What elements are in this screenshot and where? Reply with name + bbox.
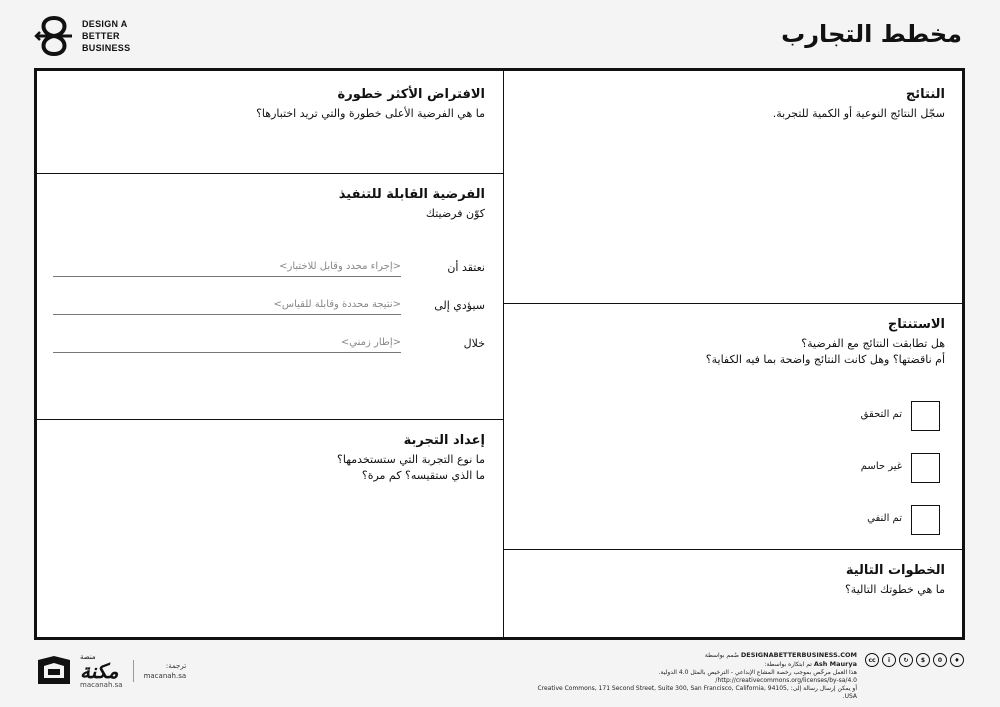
page-title: مخطط التجارب bbox=[781, 20, 962, 48]
riskiest-assumption-question: ما هي الفرضية الأعلى خطورة والتي تريد اختبارها؟ bbox=[256, 107, 485, 120]
hypothesis-input-action[interactable] bbox=[53, 259, 401, 277]
checkbox-inconclusive[interactable] bbox=[911, 453, 940, 483]
logo-line-1: DESIGN A bbox=[82, 19, 128, 29]
conclusion-title: الاستنتاج bbox=[887, 317, 945, 332]
cc-badges bbox=[865, 653, 964, 667]
next-steps-question: ما هي خطوتك التالية؟ bbox=[844, 583, 945, 596]
logo-text bbox=[82, 18, 130, 54]
hypothesis-row-label: سيؤدي إلى bbox=[434, 299, 485, 312]
hypothesis-title: الفرضية القابلة للتنفيذ bbox=[338, 187, 485, 202]
divider-left-1 bbox=[37, 173, 503, 174]
cc-icon: cc bbox=[865, 653, 879, 667]
hypothesis-row-label: نعتقد أن bbox=[447, 261, 485, 274]
hypothesis-placeholder: <إجراء محدد وقابل للاختبار> bbox=[279, 261, 401, 272]
hypothesis-subtitle: كوّن فرضيتك bbox=[425, 207, 485, 220]
option-inconclusive-label: غير حاسم bbox=[860, 461, 902, 472]
results-title: النتائج bbox=[905, 87, 945, 102]
creator-label: تم ابتكاره بواسطة: bbox=[764, 661, 812, 668]
dabb-logo-icon bbox=[34, 14, 74, 58]
experiment-canvas bbox=[34, 68, 965, 640]
conclusion-line-1: هل تطابقت النتائج مع الفرضية؟ bbox=[801, 337, 945, 350]
footer-translator bbox=[34, 653, 186, 689]
license-line-1: هذا العمل مرخّص بموجب رخصة المشاع الإبداعي - الترخيص بالمثل 4.0 الدولية. http://creativecommons.org/licenses/by-sa/4.0/ bbox=[658, 669, 857, 684]
sa-icon: ↻ bbox=[899, 653, 913, 667]
designed-by-label: صُمم بواسطة bbox=[704, 652, 739, 659]
license-text bbox=[537, 651, 857, 701]
next-steps-title: الخطوات التالية bbox=[845, 563, 945, 578]
translation-by[interactable]: macanah.sa bbox=[143, 672, 187, 680]
hypothesis-input-timeframe[interactable] bbox=[53, 335, 401, 353]
experiment-setup-line-1: ما نوع التجربة التي ستستخدمها؟ bbox=[337, 453, 485, 466]
macanah-mark-icon bbox=[34, 654, 74, 688]
option-invalidated[interactable] bbox=[828, 505, 940, 535]
logo-line-3: BUSINESS bbox=[82, 43, 131, 53]
logo-line-2: BETTER bbox=[82, 31, 120, 41]
footer-license bbox=[537, 651, 964, 701]
by-icon: i bbox=[882, 653, 896, 667]
dabb-logo bbox=[34, 14, 130, 58]
checkbox-invalidated[interactable] bbox=[911, 505, 940, 535]
creator-name: Ash Maurya bbox=[813, 660, 857, 668]
hypothesis-input-outcome[interactable] bbox=[53, 297, 401, 315]
macanah-brand-name: مكنة bbox=[80, 659, 119, 683]
hypothesis-placeholder: <إطار زمني> bbox=[340, 337, 401, 348]
checkbox-validated[interactable] bbox=[911, 401, 940, 431]
pd-icon: ♦ bbox=[950, 653, 964, 667]
option-validated-label: تم التحقق bbox=[860, 409, 902, 420]
hypothesis-row-label: خلال bbox=[463, 337, 485, 350]
riskiest-assumption-title: الافتراض الأكثر خطورة bbox=[337, 87, 485, 102]
site-link[interactable]: DESIGNABETTERBUSINESS.COM bbox=[740, 651, 857, 659]
divider-left-2 bbox=[37, 419, 503, 420]
conclusion-line-2: أم ناقضتها؟ وهل كانت النتائج واضحة بما فيه الكفاية؟ bbox=[705, 353, 945, 366]
hypothesis-row-result bbox=[53, 297, 485, 317]
divider-vertical bbox=[503, 71, 504, 637]
hypothesis-placeholder: <نتيجة محددة وقابلة للقياس> bbox=[273, 299, 401, 310]
option-inconclusive[interactable] bbox=[828, 453, 940, 483]
option-validated[interactable] bbox=[828, 401, 940, 431]
zero-icon: 0 bbox=[933, 653, 947, 667]
macanah-logo bbox=[34, 653, 123, 689]
results-question: سجّل النتائج النوعية أو الكمية للتجربة. bbox=[772, 107, 945, 120]
experiment-setup-title: إعداد التجربة bbox=[403, 433, 485, 448]
translation-credit bbox=[144, 661, 187, 681]
macanah-brand-prefix: منصة bbox=[80, 653, 96, 661]
translation-label: ترجمة: bbox=[165, 662, 187, 670]
experiment-setup-line-2: ما الذي ستقيسه؟ كم مرة؟ bbox=[361, 469, 485, 482]
footer-separator bbox=[133, 660, 134, 682]
divider-right-2 bbox=[503, 549, 963, 550]
nc-icon: $ bbox=[916, 653, 930, 667]
license-line-2: أو يمكن إرسال رسالة إلى: Creative Commons, 171 Second Street, Suite 300, San Francisco, California, 94105, USA. bbox=[537, 685, 857, 700]
hypothesis-row-timeframe bbox=[53, 335, 485, 355]
macanah-brand-sub: macanah.sa bbox=[80, 681, 123, 689]
divider-right-1 bbox=[503, 303, 963, 304]
option-invalidated-label: تم النفي bbox=[867, 513, 902, 524]
hypothesis-row-believe bbox=[53, 259, 485, 279]
